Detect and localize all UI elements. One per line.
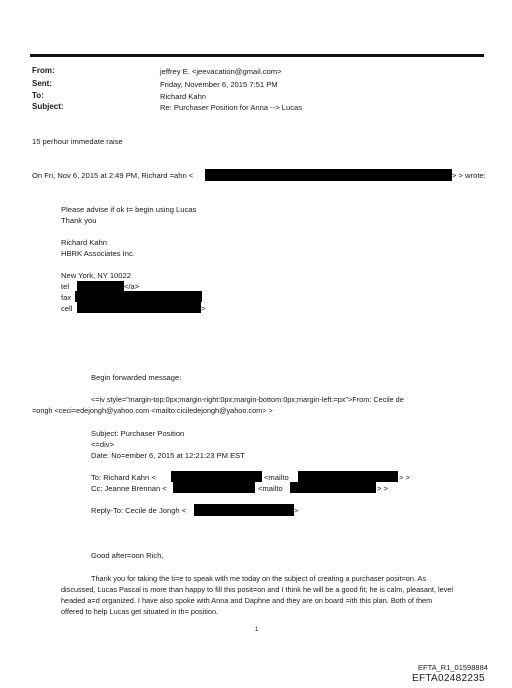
forwarded-title: Begin forwarded message: (91, 373, 182, 382)
redaction-box (290, 482, 376, 493)
quoted-line-2: Thank you (61, 216, 97, 225)
header-rule (30, 54, 484, 57)
redaction-box (75, 291, 202, 302)
letter-greeting: Good after=oon Rich, (91, 551, 164, 560)
cell-suffix: > (201, 304, 206, 313)
letter-line-3: headed a=d organized. I have also spoke with Anna and Daphne and they are on board =ith this plan. Both of them (61, 596, 433, 605)
redaction-box (205, 169, 452, 181)
quote-intro: On Fri, Nov 6, 2015 at 2:49 PM, Richard =ahn < (32, 171, 194, 180)
tel-label: tel (61, 282, 70, 291)
redaction-box (298, 471, 398, 482)
forwarded-date: Date: No=ember 6, 2015 at 12:21:23 PM EST (91, 451, 245, 460)
letter-line-2: discussed, Lucas Pascal is more than happy to fill this posit=on and I think he will be a good fit; he is calm, pleasant, level (61, 585, 454, 594)
sent-label: Sent: (32, 79, 52, 88)
subject-label: Subject: (32, 102, 64, 111)
redaction-box (77, 302, 201, 313)
to-label: To: (32, 91, 44, 100)
from-label: From: (32, 66, 55, 75)
forwarded-cc-mailto: <mailto (258, 484, 283, 493)
redaction-box (194, 504, 294, 516)
forwarded-replyto: Reply-To: Cecile de Jongh < (91, 506, 187, 515)
reply-text: 15 perhour immedate raise (32, 137, 123, 146)
sig-company: HBRK Associates Inc. (61, 249, 135, 258)
to-value: Richard Kahn (160, 92, 207, 101)
sig-name: Richard Kahn (61, 238, 108, 247)
quote-intro-end: > > wrote: (452, 171, 486, 180)
redaction-box (171, 471, 262, 482)
forwarded-cc: Cc: Jeanne Brennan < (91, 484, 167, 493)
forwarded-to-mailto: <mailto (264, 473, 289, 482)
forwarded-cc-end: > > (377, 484, 388, 493)
from-value: jeffrey E. <jeevacation@gmail.com> (160, 67, 282, 76)
letter-line-1: Thank you for taking the ti=e to speak with me today on the subject of creating a purchaser posit=on. As (91, 574, 427, 583)
redaction-box (173, 482, 255, 493)
forwarded-style-line-2: =ongh <ceci=edejongh@yahoo.com <mailto:ciciledejongh@yahoo.com> > (32, 406, 273, 415)
tel-suffix: </a> (124, 282, 140, 291)
forwarded-to: To: Richard Kahn < (91, 473, 156, 482)
letter-line-4: offered to help Lucas get situated in th= position. (61, 607, 219, 616)
page-number: 1 (255, 627, 259, 633)
forwarded-replyto-end: > (294, 506, 299, 515)
forwarded-div: <=div> (91, 440, 115, 449)
sent-value: Friday, November 6, 2015 7:51 PM (160, 80, 278, 89)
forwarded-subject: Subject: Purchaser Position (91, 429, 185, 438)
document-id-large: EFTA02482235 (412, 673, 485, 684)
forwarded-style-line-1: <=iv style="margin-top:0px;margin-right:0px;margin-bottom:0px;margin-left:=px">From: Cecile de (91, 395, 404, 404)
fax-label: fax (61, 293, 72, 302)
cell-label: cell (61, 304, 73, 313)
forwarded-to-end: > > (399, 473, 410, 482)
document-id-small: EFTA_R1_01598884 (418, 663, 488, 672)
subject-value: Re: Purchaser Position for Anna --> Lucas (160, 103, 303, 112)
sig-city: New York, NY 10022 (61, 271, 131, 280)
quoted-line-1: Please advise if ok t= begin using Lucas (61, 205, 197, 214)
